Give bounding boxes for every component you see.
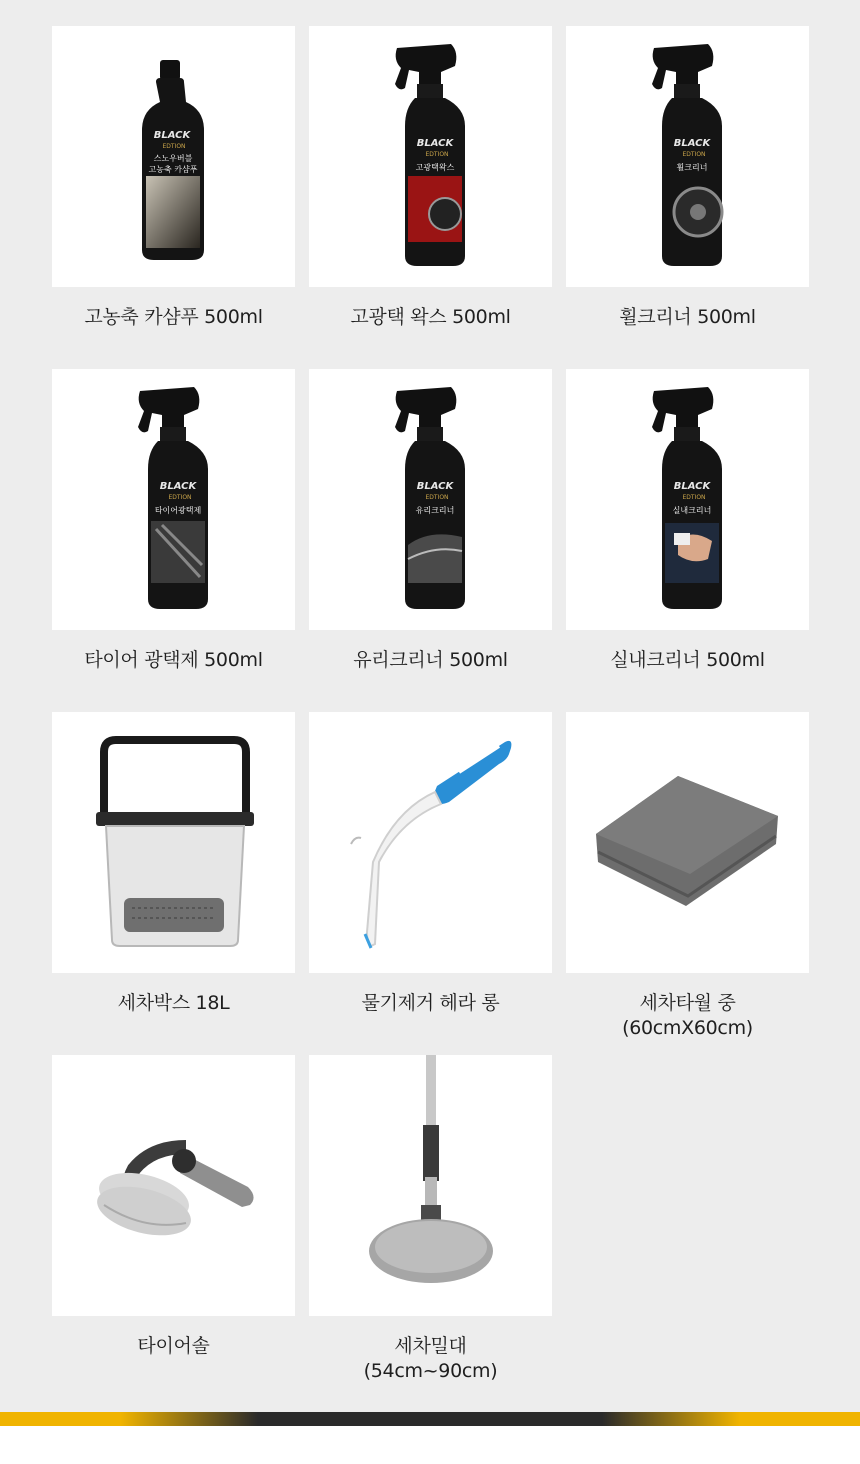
footer-accent-bar: [0, 1412, 860, 1426]
product-name[interactable]: [566, 991, 809, 1041]
bottle-brand: BLACK: [416, 138, 454, 149]
glass-cleaner-spray-icon: [309, 369, 552, 630]
bottle-line-1: 타이어광택제: [154, 506, 202, 515]
product-image[interactable]: [52, 26, 295, 287]
product-name[interactable]: 세차박스 18L: [117, 992, 230, 1014]
shampoo-bottle-icon: [52, 26, 295, 287]
bottle-brand: BLACK: [673, 481, 711, 492]
product-name[interactable]: 유리크리너 500ml: [353, 649, 508, 671]
product-name[interactable]: 휠크리너 500ml: [619, 306, 756, 328]
interior-cleaner-spray-icon: [566, 369, 809, 630]
bottle-line-1: 실내크리너: [672, 506, 712, 515]
product-image[interactable]: [309, 1055, 552, 1316]
wash-mop-icon: [309, 1055, 552, 1316]
product-image[interactable]: [309, 26, 552, 287]
wheel-cleaner-spray-icon: [566, 26, 809, 287]
bottle-brand: BLACK: [673, 138, 711, 149]
bottle-edition: EDTION: [162, 143, 186, 150]
bottle-edition: EDTION: [682, 494, 706, 501]
product-name-line-2: (60cmX60cm): [622, 1017, 753, 1039]
product-image[interactable]: [566, 712, 809, 973]
product-card-shampoo[interactable]: [52, 26, 295, 330]
water-blade-icon: [309, 712, 552, 973]
product-card-tire-brush[interactable]: [52, 1055, 295, 1359]
product-image[interactable]: [52, 369, 295, 630]
product-card-water-blade[interactable]: [309, 712, 552, 1016]
product-card-tire-shine[interactable]: [52, 369, 295, 673]
product-name[interactable]: 실내크리너 500ml: [610, 649, 765, 671]
bottle-brand: BLACK: [416, 481, 454, 492]
product-card-wax[interactable]: [309, 26, 552, 330]
product-image[interactable]: [566, 26, 809, 287]
product-card-interior-cleaner[interactable]: [566, 369, 809, 673]
wax-spray-icon: [309, 26, 552, 287]
product-name-line-1: 세차밀대: [394, 1335, 467, 1357]
bottle-edition: EDTION: [682, 151, 706, 158]
product-image[interactable]: [52, 1055, 295, 1316]
bottle-edition: EDTION: [425, 151, 449, 158]
bottle-line-1: 유리크리너: [415, 506, 455, 515]
wash-bucket-icon: [52, 712, 295, 973]
product-name[interactable]: 타이어 광택제 500ml: [84, 649, 263, 671]
product-name[interactable]: 고광택 왁스 500ml: [350, 306, 511, 328]
microfiber-towel-icon: [566, 712, 809, 973]
bottle-brand: BLACK: [153, 130, 191, 141]
product-name[interactable]: [309, 1334, 552, 1384]
product-name-line-2: (54cm~90cm): [363, 1360, 498, 1382]
product-card-wash-mop[interactable]: [309, 1055, 552, 1384]
bottle-line-1: 스노우버블: [153, 154, 193, 163]
footer-space: [0, 1426, 860, 1464]
bottle-line-1: 휠크리너: [676, 163, 708, 172]
product-name[interactable]: 고농축 카샴푸 500ml: [84, 306, 263, 328]
tire-brush-icon: [52, 1055, 295, 1316]
product-name[interactable]: 물기제거 헤라 롱: [361, 992, 500, 1014]
bottle-line-2: 고농축 카샴푸: [148, 165, 198, 174]
product-image[interactable]: [52, 712, 295, 973]
product-card-glass-cleaner[interactable]: [309, 369, 552, 673]
bottle-edition: EDTION: [425, 494, 449, 501]
product-card-wheel-cleaner[interactable]: [566, 26, 809, 330]
product-name-line-1: 세차타월 중: [639, 992, 736, 1014]
product-image[interactable]: [309, 369, 552, 630]
bottle-line-1: 고광택왁스: [415, 163, 455, 172]
product-image[interactable]: [309, 712, 552, 973]
product-name[interactable]: 타이어솔: [137, 1335, 210, 1357]
product-card-wash-bucket[interactable]: [52, 712, 295, 1016]
bottle-brand: BLACK: [159, 481, 197, 492]
product-image[interactable]: [566, 369, 809, 630]
bottle-edition: EDTION: [168, 494, 192, 501]
product-card-microfiber-towel[interactable]: [566, 712, 809, 1041]
tire-shine-spray-icon: [52, 369, 295, 630]
